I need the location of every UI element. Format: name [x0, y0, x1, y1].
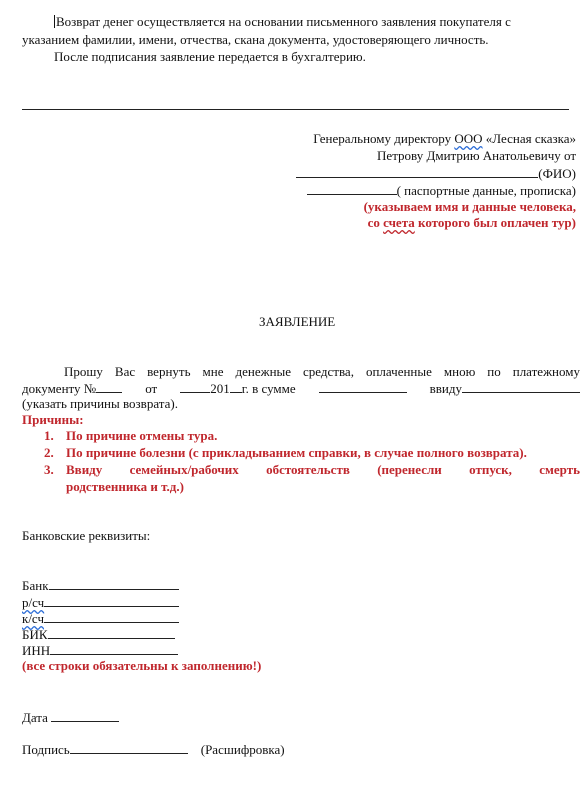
request-line-1: Прошу Вас вернуть мне денежные средства, оплаченные мною по платежному — [64, 364, 580, 379]
bank-field-inn: ИНН — [22, 642, 178, 659]
date-blank — [51, 709, 119, 722]
spellcheck-mark-3: р/сч — [22, 595, 45, 610]
reason-item-continuation: родственника и т.д.) — [66, 479, 184, 494]
bank-field-corr — [22, 610, 179, 627]
spellcheck-mark: ООО — [454, 131, 483, 146]
signature-line: Подпись (Расшифровка) — [22, 742, 285, 757]
addressee-note-2: со счета которого был оплачен тур) — [367, 215, 576, 230]
bank-heading: Банковские реквизиты: — [22, 528, 151, 543]
signature-blank — [70, 741, 188, 754]
account-blank — [44, 594, 179, 607]
amount-blank — [319, 380, 407, 393]
bank-note: (все строки обязательны к заполнению!) — [22, 658, 262, 673]
date-group: 201 г. в сумме — [180, 380, 295, 397]
reason-group: ввиду — [430, 380, 580, 397]
fio-line — [296, 165, 576, 182]
request-line-2 — [22, 380, 580, 397]
addressee-line-1: Генеральному директору ООО «Лесная сказка» — [313, 131, 576, 146]
intro-line-3: После подписания заявление передается в бухгалтерию. — [54, 49, 366, 64]
bank-field-account — [22, 594, 179, 611]
spellcheck-mark-2: счета — [383, 215, 415, 230]
doc-number-blank — [96, 380, 122, 393]
from-label: от — [145, 381, 158, 396]
document-title: ЗАЯВЛЕНИЕ — [259, 314, 336, 329]
doc-number-group: документу № — [22, 380, 122, 397]
spellcheck-mark-4: к/сч — [22, 611, 44, 626]
bank-field-bank: Банк — [22, 577, 179, 594]
fio-blank — [296, 165, 538, 178]
inn-blank — [50, 642, 178, 655]
request-line-3: (указать причины возврата). — [22, 396, 178, 411]
intro-line-1 — [54, 14, 511, 30]
passport-blank — [307, 182, 397, 195]
fio-label: (ФИО) — [538, 166, 576, 181]
bank-blank — [49, 577, 179, 590]
reason-item: 3. Ввиду семейных/рабочих обстоятельств (перенесли отпуск, смерть — [44, 462, 580, 477]
decode-label: (Расшифровка) — [200, 742, 285, 757]
corr-blank — [44, 610, 179, 623]
reasons-heading: Причины: — [22, 412, 84, 427]
addressee-line-2: Петрову Дмитрию Анатольевичу от — [377, 148, 576, 163]
separator-line — [22, 109, 569, 110]
day-blank — [180, 380, 210, 393]
text-cursor — [54, 15, 55, 28]
bik-blank — [48, 626, 175, 639]
bank-field-bik: БИК — [22, 626, 175, 643]
year-blank — [230, 380, 242, 393]
passport-line — [307, 182, 576, 199]
reason-item: 1. По причине отмены тура. — [44, 428, 218, 443]
passport-label: ( паспортные данные, прописка) — [396, 183, 576, 198]
intro-line-2: указанием фамилии, имени, отчества, скана документа, удостоверяющего личность. — [22, 32, 489, 47]
addressee-note-1: (указываем имя и данные человека, — [363, 199, 576, 214]
reason-blank — [462, 380, 580, 393]
intro-line-1-text: Возврат денег осуществляется на основании письменного заявления покупателя с — [56, 14, 511, 29]
reason-item: 2. По причине болезни (с прикладыванием справки, в случае полного возврата). — [44, 445, 527, 460]
date-line: Дата — [22, 709, 119, 726]
